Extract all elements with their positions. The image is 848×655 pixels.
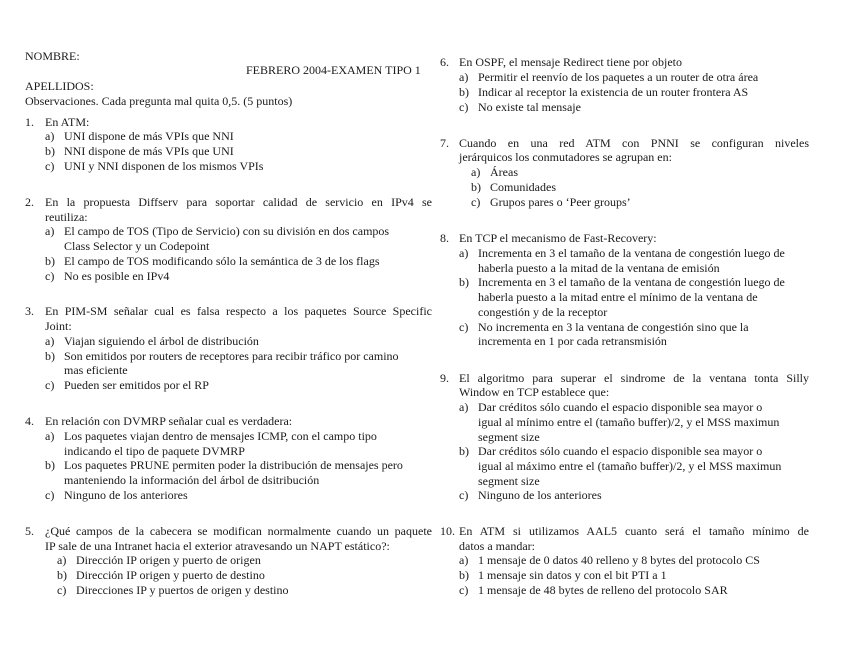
option-letter: b): [45, 349, 55, 363]
question-number: 9.: [440, 371, 449, 385]
question-number: 6.: [440, 55, 449, 69]
option-letter: a): [471, 165, 481, 179]
option-text: Son emitidos por routers de receptores para recibir tráfico por camino: [64, 349, 399, 363]
exam-title: FEBRERO 2004-EXAMEN TIPO 1: [246, 63, 421, 77]
question-text-cont: jerárquicos los conmutadores se agrupan en:: [459, 150, 672, 164]
question-text-cont: Window en TCP establece que:: [459, 385, 610, 399]
apellidos-label: APELLIDOS:: [25, 79, 94, 93]
question-number: 10.: [440, 524, 455, 538]
option-text: El campo de TOS modificando sólo la semántica de 3 de los flags: [64, 254, 380, 268]
option-text-cont: igual al máximo entre el (tamaño buffer)/2, y el MSS maximun: [478, 459, 782, 473]
option-letter: b): [459, 275, 469, 289]
option-text: No es posible en IPv4: [64, 269, 170, 283]
option-text: Los paquetes PRUNE permiten poder la distribución de mensajes pero: [64, 458, 403, 472]
option-text-cont: incrementa en 1 por cada retransmisión: [478, 334, 667, 348]
option-letter: b): [45, 144, 55, 158]
option-letter: c): [459, 100, 469, 114]
option-text: Pueden ser emitidos por el RP: [64, 378, 209, 392]
option-text: Incrementa en 3 el tamaño de la ventana de congestión luego de: [478, 246, 785, 260]
option-letter: c): [459, 488, 469, 502]
option-letter: a): [45, 129, 55, 143]
option-text: El campo de TOS (Tipo de Servicio) con su división en dos campos: [64, 224, 390, 238]
option-text-cont: Class Selector y un Codepoint: [64, 239, 210, 253]
question-number: 4.: [25, 414, 34, 428]
option-letter: c): [57, 583, 67, 597]
observaciones-text: Observaciones. Cada pregunta mal quita 0,5. (5 puntos): [25, 94, 293, 108]
option-text-cont: indicando el tipo de paquete DVMRP: [64, 444, 245, 458]
question-text: ¿Qué campos de la cabecera se modifican normalmente cuando un paquete: [45, 524, 432, 538]
option-letter: b): [459, 444, 469, 458]
question-text: En ATM si utilizamos AAL5 cuanto será el tamaño mínimo de: [459, 524, 809, 538]
question-text-cont: IP sale de una Intranet hacia el exterior atravesando un NAPT estático?:: [45, 539, 390, 553]
question-text: En TCP el mecanismo de Fast-Recovery:: [459, 231, 657, 245]
option-text: Viajan siguiendo el árbol de distribución: [64, 334, 259, 348]
option-text: Ninguno de los anteriores: [478, 488, 602, 502]
option-text: Permitir el reenvío de los paquetes a un router de otra área: [478, 70, 759, 84]
option-text: NNI dispone de más VPIs que UNI: [64, 144, 234, 158]
option-text: No incrementa en 3 la ventana de congestión sino que la: [478, 320, 749, 334]
question-number: 7.: [440, 136, 449, 150]
option-letter: b): [459, 568, 469, 582]
question-text: En OSPF, el mensaje Redirect tiene por objeto: [459, 55, 682, 69]
question-text: En PIM-SM señalar cual es falsa respecto a los paquetes Source Specific: [45, 304, 432, 318]
option-text-cont: congestión y de la receptor: [478, 305, 608, 319]
option-text: Dar créditos sólo cuando el espacio disponible sea mayor o: [478, 400, 763, 414]
option-text: Dar créditos sólo cuando el espacio disponible sea mayor o: [478, 444, 763, 458]
option-text: Áreas: [490, 165, 518, 179]
option-letter: a): [459, 70, 469, 84]
option-text-cont: segment size: [478, 474, 540, 488]
question-text-cont: Joint:: [45, 319, 72, 333]
question-text: El algoritmo para superar el sindrome de la ventana tonta Silly: [459, 371, 809, 385]
option-text-cont: haberla puesto a la mitad entre el mínimo de la ventana de: [478, 290, 758, 304]
question-number: 1.: [25, 115, 34, 129]
question-number: 5.: [25, 524, 34, 538]
option-text: 1 mensaje de 0 datos 40 relleno y 8 bytes del protocolo CS: [478, 553, 760, 567]
option-text: Indicar al receptor la existencia de un router frontera AS: [478, 85, 749, 99]
question-text: En relación con DVMRP señalar cual es verdadera:: [45, 414, 293, 428]
option-text: Ninguno de los anteriores: [64, 488, 188, 502]
option-letter: a): [45, 334, 55, 348]
question-text: Cuando en una red ATM con PNNI se configuran niveles: [459, 136, 809, 150]
question-number: 3.: [25, 304, 34, 318]
option-letter: b): [45, 458, 55, 472]
option-text: Incrementa en 3 el tamaño de la ventana de congestión luego de: [478, 275, 785, 289]
option-letter: a): [459, 246, 469, 260]
option-text: Comunidades: [490, 180, 556, 194]
option-text: 1 mensaje sin datos y con el bit PTI a 1: [478, 568, 667, 582]
option-text: Los paquetes viajan dentro de mensajes ICMP, con el campo tipo: [64, 429, 377, 443]
option-letter: c): [45, 159, 55, 173]
option-text-cont: manteniendo la información del árbol de dsitribución: [64, 473, 320, 487]
option-letter: c): [45, 488, 55, 502]
question-text: En ATM:: [45, 115, 90, 129]
option-text: Grupos pares o ‘Peer groups’: [490, 195, 631, 209]
nombre-label: NOMBRE:: [25, 49, 80, 63]
option-text: Dirección IP origen y puerto de origen: [76, 553, 261, 567]
option-letter: b): [57, 568, 67, 582]
option-letter: a): [459, 400, 469, 414]
option-letter: a): [45, 429, 55, 443]
question-text-cont: datos a mandar:: [459, 539, 535, 553]
option-text-cont: haberla puesto a la mitad de la ventana de emisión: [478, 261, 720, 275]
option-letter: a): [459, 553, 469, 567]
option-letter: c): [471, 195, 481, 209]
option-text-cont: segment size: [478, 430, 540, 444]
question-text: En la propuesta Diffserv para soportar calidad de servicio en IPv4 se: [45, 195, 432, 209]
option-text: Dirección IP origen y puerto de destino: [76, 568, 265, 582]
option-letter: b): [459, 85, 469, 99]
option-text: No existe tal mensaje: [478, 100, 581, 114]
option-letter: c): [45, 269, 55, 283]
option-text: Direcciones IP y puertos de origen y destino: [76, 583, 289, 597]
question-number: 2.: [25, 195, 34, 209]
option-letter: c): [459, 320, 469, 334]
option-letter: c): [459, 583, 469, 597]
question-number: 8.: [440, 231, 449, 245]
option-text-cont: igual al mínimo entre el (tamaño buffer)/2, y el MSS maximun: [478, 415, 780, 429]
option-letter: b): [471, 180, 481, 194]
question-text-cont: reutiliza:: [45, 210, 88, 224]
option-letter: c): [45, 378, 55, 392]
option-text: 1 mensaje de 48 bytes de relleno del protocolo SAR: [478, 583, 728, 597]
option-letter: a): [45, 224, 55, 238]
option-text-cont: mas eficiente: [64, 363, 128, 377]
option-letter: b): [45, 254, 55, 268]
option-text: UNI dispone de más VPIs que NNI: [64, 129, 234, 143]
option-text: UNI y NNI disponen de los mismos VPIs: [64, 159, 264, 173]
option-letter: a): [57, 553, 67, 567]
